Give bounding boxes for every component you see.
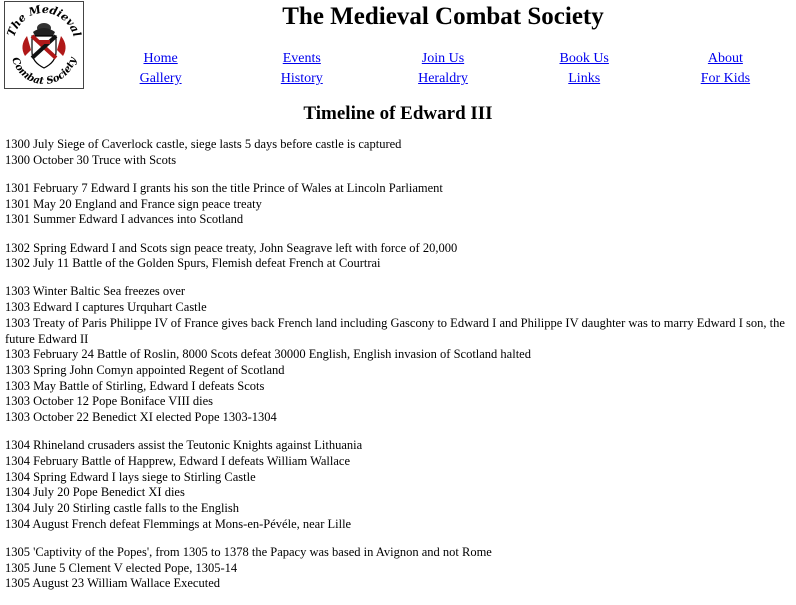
nav-link-gallery[interactable]: Gallery: [139, 71, 182, 86]
timeline-group-1300: [5, 137, 795, 168]
timeline-entry: 1303 October 22 Benedict XI elected Pope 1303-1304: [5, 410, 277, 425]
timeline-group-1304: [5, 438, 795, 532]
nav-link-book-us[interactable]: Book Us: [559, 51, 609, 66]
timeline-entry: 1303 May Battle of Stirling, Edward I defeats Scots: [5, 378, 265, 393]
timeline-entry: 1301 Summer Edward I advances into Scotland: [5, 212, 244, 227]
timeline: [5, 137, 795, 605]
timeline-group-1302: [5, 241, 795, 272]
nav-link-links[interactable]: Links: [568, 71, 601, 86]
nav-link-events[interactable]: Events: [282, 51, 321, 66]
timeline-entry: 1303 Edward I captures Urquhart Castle: [5, 300, 207, 315]
main-nav-row-2: [90, 70, 796, 88]
timeline-group-1305: [5, 545, 795, 592]
timeline-entry: 1304 August French defeat Flemmings at Mons-en-Pévéle, near Lille: [5, 516, 352, 531]
logo-text-bottom: Combat Society: [9, 55, 79, 88]
timeline-entry: 1303 October 12 Pope Boniface VIII dies: [5, 394, 214, 409]
nav-link-heraldry[interactable]: Heraldry: [418, 71, 468, 86]
site-title: The Medieval Combat Society: [282, 3, 604, 30]
page-title: Timeline of Edward III: [303, 103, 493, 124]
timeline-entry: 1304 July 20 Stirling castle falls to the English: [5, 501, 240, 516]
timeline-entry: 1305 August 23 William Wallace Executed: [5, 576, 220, 591]
timeline-entry: 1301 May 20 England and France sign peace treaty: [5, 196, 262, 211]
timeline-entry: 1303 Spring John Comyn appointed Regent of Scotland: [5, 362, 285, 377]
timeline-entry: 1303 February 24 Battle of Roslin, 8000 Scots defeat 30000 English, English invasion of Scotland halted: [5, 347, 531, 362]
timeline-entry: 1300 July Siege of Caverlock castle, siege lasts 5 days before castle is captured: [5, 137, 402, 151]
timeline-entry: 1304 February Battle of Happrew, Edward I defeats William Wallace: [5, 453, 351, 468]
nav-link-about[interactable]: About: [707, 51, 743, 66]
timeline-entry: 1304 July 20 Pope Benedict XI dies: [5, 485, 185, 500]
timeline-entry: 1305 June 5 Clement V elected Pope, 1305-14: [5, 560, 238, 575]
timeline-entry: 1301 February 7 Edward I grants his son the title Prince of Wales at Lincoln Parliament: [5, 180, 443, 195]
timeline-entry: 1300 October 30 Truce with Scots: [5, 152, 177, 167]
timeline-entry: 1303 Treaty of Paris Philippe IV of France gives back French land including Gascony to Edward I and Philippe IV daughter was to marry Edward I son, the future Edward II: [5, 315, 785, 346]
timeline-group-1301: [5, 181, 795, 228]
timeline-entry: 1302 July 11 Battle of the Golden Spurs, Flemish defeat French at Courtrai: [5, 256, 381, 271]
society-logo[interactable]: [4, 1, 84, 89]
timeline-entry: 1305 'Captivity of the Popes', from 1305 to 1378 the Papacy was based in Avignon and not Rome: [5, 544, 492, 559]
nav-link-home[interactable]: Home: [143, 51, 178, 66]
timeline-entry: 1304 Rhineland crusaders assist the Teutonic Knights against Lithuania: [5, 438, 363, 453]
heraldic-crest-icon: [5, 2, 83, 88]
nav-link-for-kids[interactable]: For Kids: [700, 71, 751, 86]
timeline-group-1303: [5, 284, 795, 425]
main-nav-row-1: [90, 50, 796, 68]
nav-link-history[interactable]: History: [280, 71, 323, 86]
timeline-entry: 1302 Spring Edward I and Scots sign peace treaty, John Seagrave left with force of 20,000: [5, 240, 458, 255]
nav-link-join-us[interactable]: Join Us: [421, 51, 465, 66]
timeline-entry: 1303 Winter Baltic Sea freezes over: [5, 284, 186, 299]
timeline-entry: 1304 Spring Edward I lays siege to Stirling Castle: [5, 469, 256, 484]
logo-text-top: The Medieval: [5, 2, 83, 39]
